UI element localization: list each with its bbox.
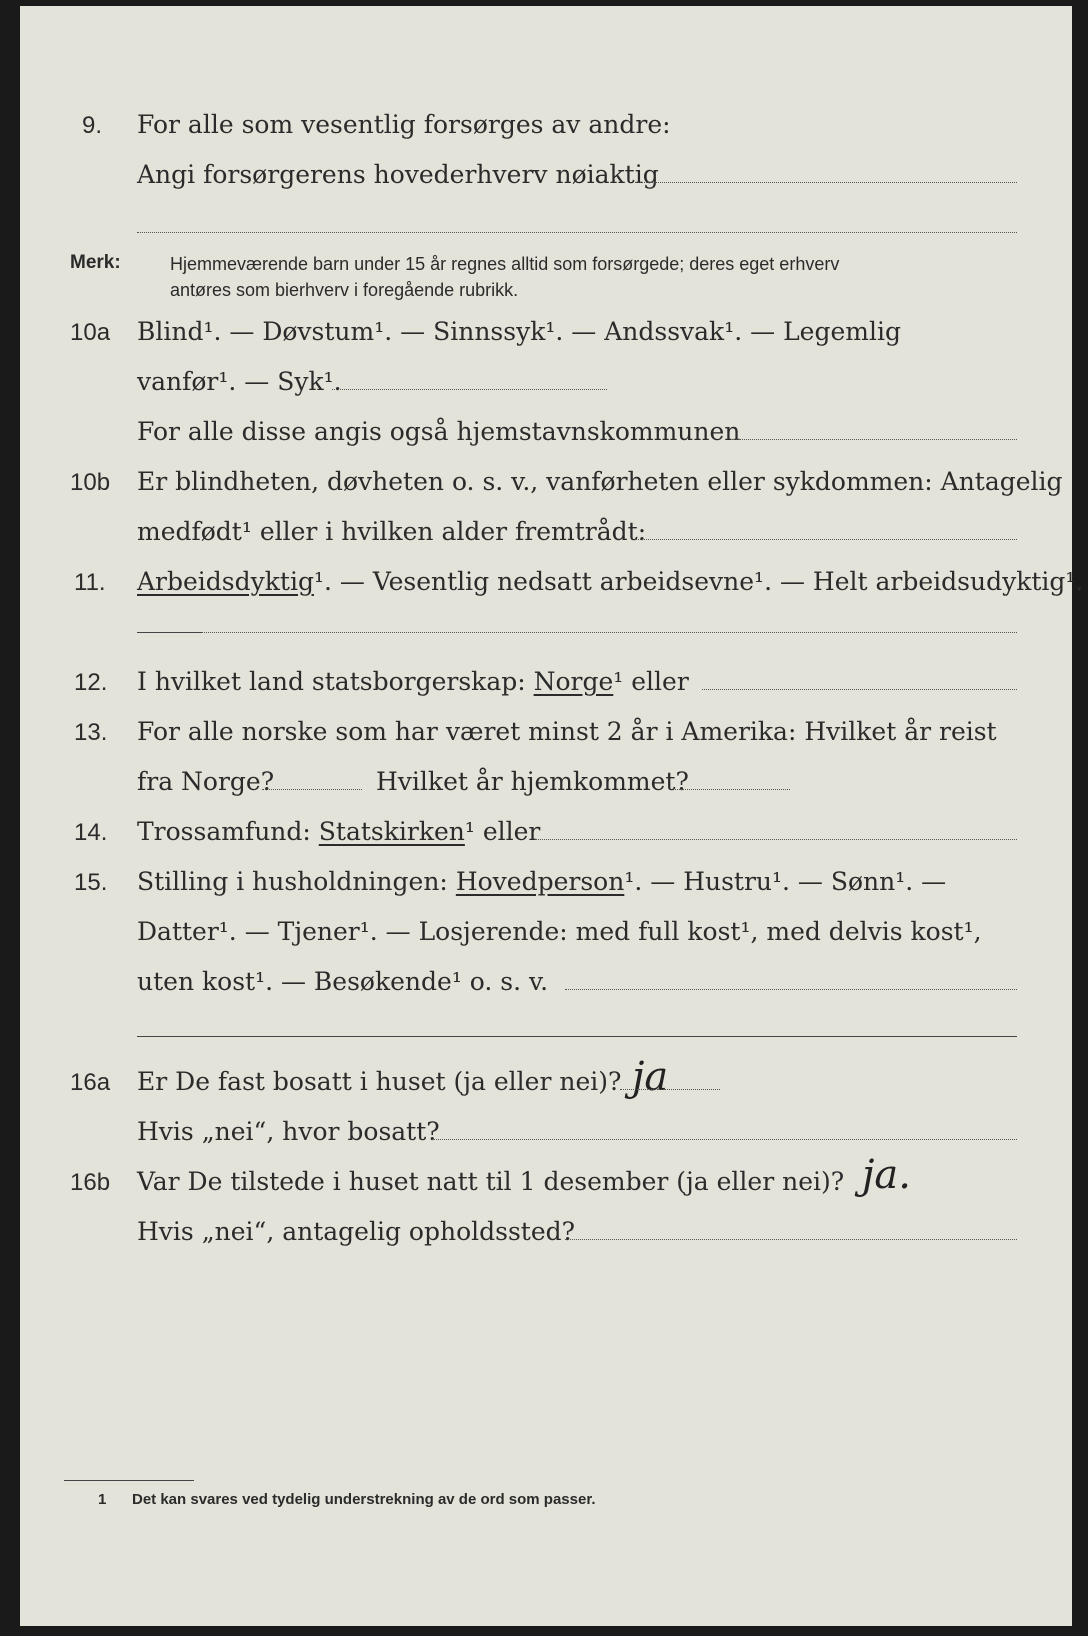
q16a-number: 16a (70, 1069, 111, 1096)
q13-line2a: fra Norge? (137, 767, 275, 796)
q12-option-norge[interactable]: Norge (533, 667, 614, 696)
q16a-line2: Hvis „nei“, hvor bosatt? (137, 1117, 440, 1146)
q16a-answer-line[interactable] (620, 1089, 720, 1090)
q11-answer-rule (137, 632, 202, 633)
q15-number: 15. (74, 869, 108, 896)
q16a-residence-line[interactable] (432, 1139, 1017, 1140)
q10b-number: 10b (70, 469, 111, 496)
q11-rest: ¹. — Vesentlig nedsatt arbeidsevne¹. — Helt arbeidsudyktig¹. (313, 567, 1084, 596)
q13-return-line[interactable] (675, 789, 790, 790)
q15-answer-line[interactable] (565, 989, 1017, 990)
merk-label: Merk: (70, 252, 121, 273)
q9-answer-line[interactable] (635, 182, 1017, 183)
q11-option-arbeidsdyktig[interactable]: Arbeidsdyktig (137, 567, 314, 596)
q9-number: 9. (82, 112, 103, 139)
q11-answer-line[interactable] (202, 632, 1017, 633)
q14-line (137, 817, 540, 847)
q10a-line3: For alle disse angis også hjemstavnskommunen (137, 417, 741, 446)
q16b-number: 16b (70, 1169, 111, 1196)
q10b-answer-line[interactable] (635, 539, 1017, 540)
q15-option-hovedperson[interactable]: Hovedperson (455, 867, 625, 896)
q16a-handwritten-answer[interactable]: ja (632, 1054, 669, 1100)
footnote-text: Det kan svares ved tydelig understrekning av de ord som passer. (132, 1491, 596, 1508)
q16b-handwritten-answer[interactable]: ja. (862, 1152, 911, 1198)
q14-label: Trossamfund: (137, 817, 319, 846)
q10a-hometown-line[interactable] (732, 439, 1017, 440)
q9-line1: For alle som vesentlig forsørges av andre: (137, 110, 671, 139)
q13-line2b: Hvilket år hjemkommet? (376, 767, 689, 796)
q15-label: Stilling i husholdningen: (137, 867, 456, 896)
q15-line2: Datter¹. — Tjener¹. — Losjerende: med full kost¹, med delvis kost¹, (137, 917, 982, 946)
footnote-marker: 1 (98, 1491, 107, 1508)
q15-line3: uten kost¹. — Besøkende¹ o. s. v. (137, 967, 549, 996)
q15-post: ¹. — Hustru¹. — Sønn¹. — (624, 867, 947, 896)
q14-option-statskirken[interactable]: Statskirken (318, 817, 465, 846)
q13-departure-line[interactable] (262, 789, 362, 790)
q11-number: 11. (74, 569, 106, 596)
q12-answer-line[interactable] (702, 689, 1017, 690)
census-form-page (20, 6, 1084, 1626)
q10a-line1: Blind¹. — Døvstum¹. — Sinnssyk¹. — Andssvak¹. — Legemlig (137, 317, 901, 346)
q14-post: ¹ eller (464, 817, 541, 846)
q11-line (137, 567, 1083, 597)
q12-number: 12. (74, 669, 108, 696)
q16a-line1: Er De fast bosatt i huset (ja eller nei)? (137, 1067, 622, 1096)
q10b-line1: Er blindheten, døvheten o. s. v., vanførheten eller sykdommen: Antagelig (137, 467, 1063, 496)
q15-line1 (137, 867, 946, 897)
q16b-whereabouts-line[interactable] (565, 1239, 1017, 1240)
q14-answer-line[interactable] (535, 839, 1017, 840)
q13-line1: For alle norske som har været minst 2 år i Amerika: Hvilket år reist (137, 717, 997, 746)
merk-line1: Hjemmeværende barn under 15 år regnes alltid som forsørgede; deres eget erhverv (170, 254, 840, 274)
q9-line2: Angi forsørgerens hovederhverv nøiaktig (137, 160, 659, 189)
q9-answer-line-2[interactable] (137, 232, 1017, 233)
q10b-line2: medfødt¹ eller i hvilken alder fremtrådt: (137, 517, 647, 546)
q10a-number: 10a (70, 319, 111, 346)
merk-line2: antøres som bierhverv i foregående rubrikk. (170, 280, 519, 300)
footnote-divider (64, 1480, 194, 1481)
q13-number: 13. (74, 719, 108, 746)
q15-answer-line-2[interactable] (137, 1036, 1017, 1037)
q16b-line1: Var De tilstede i huset natt til 1 desember (ja eller nei)? (137, 1167, 845, 1196)
q14-number: 14. (74, 819, 108, 846)
q12-line (137, 667, 689, 697)
q16b-line2: Hvis „nei“, antagelig opholdssted? (137, 1217, 576, 1246)
q10a-line2: vanfør¹. — Syk¹. (137, 367, 342, 396)
q12-post: ¹ eller (613, 667, 689, 696)
q10a-answer-line[interactable] (332, 389, 607, 390)
q12-label: I hvilket land statsborgerskap: (137, 667, 534, 696)
